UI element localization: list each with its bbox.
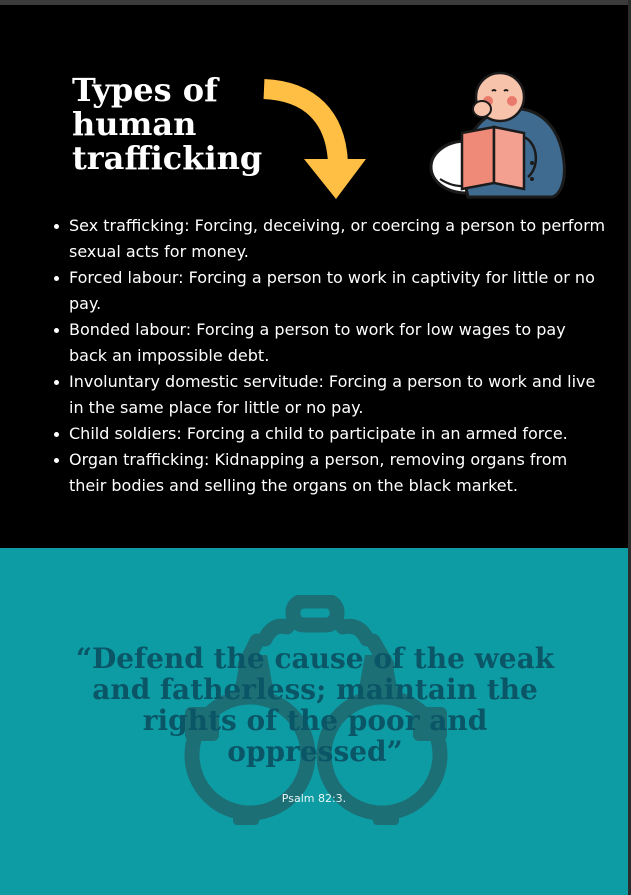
quote-citation: Psalm 82:3. (281, 792, 347, 805)
trafficking-types-list (52, 213, 607, 499)
list-item: Child soldiers: Forcing a child to participate in an armed force. (52, 421, 607, 447)
list-item: Involuntary domestic servitude: Forcing a person to work and live in the same place for little or no pay. (52, 369, 607, 421)
bible-quote: “Defend the cause of the weak and fatherless; maintain the rights of the poor and oppressed” (75, 642, 555, 768)
poster-page (0, 5, 628, 895)
title-line-2: human (72, 105, 197, 143)
list-item: Bonded labour: Forcing a person to work for low wages to pay back an impossible debt. (52, 317, 607, 369)
curved-arrow-icon (258, 75, 368, 200)
list-item: Sex trafficking: Forcing, deceiving, or coercing a person to perform sexual acts for money. (52, 213, 607, 265)
person-reading-illustration (428, 67, 573, 202)
title-line-1: Types of (72, 71, 218, 109)
list-item: Organ trafficking: Kidnapping a person, removing organs from their bodies and selling the organs on the black market. (52, 447, 607, 499)
title-line-3: trafficking (72, 139, 263, 177)
types-section (0, 5, 628, 548)
list-item: Forced labour: Forcing a person to work in captivity for little or no pay. (52, 265, 607, 317)
